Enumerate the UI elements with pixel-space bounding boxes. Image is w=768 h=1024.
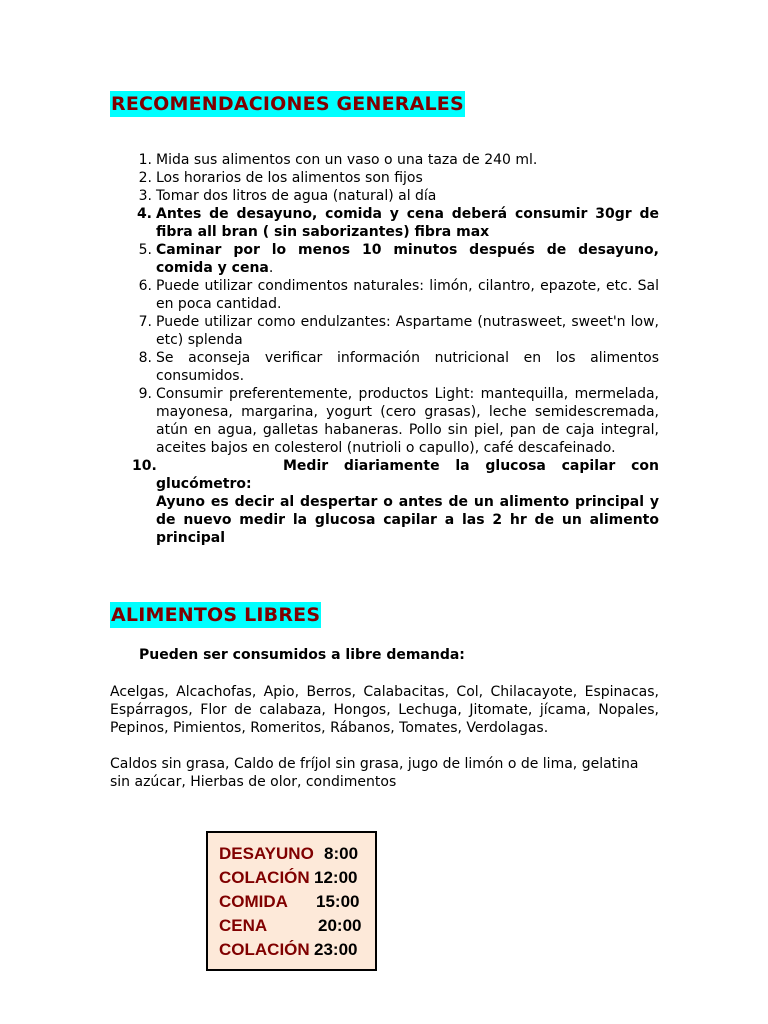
- item-text: Puede utilizar como endulzantes: Aspartame (nutrasweet, sweet'n low, etc) splenda: [156, 314, 659, 348]
- item-number: 8.: [138, 350, 152, 366]
- item-text: Medir diariamente la glucosa capilar con: [283, 458, 659, 474]
- item-text: glucómetro:: [156, 476, 252, 492]
- item-first-line: [132, 457, 659, 475]
- paragraph-vegetables: Acelgas, Alcachofas, Apio, Berros, Calabacitas, Col, Chilacayote, Espinacas, Espárragos, Flor de calabaza, Hongos, Lechuga, Jitomate, jícama, Nopales, Pepinos, Pimientos, Romeritos, Rábanos, Tomates, Verdolagas.: [110, 684, 659, 736]
- list-item: [132, 205, 659, 241]
- item-text: Los horarios de los alimentos son fijos: [156, 170, 423, 186]
- meal-name: COLACIÓN: [219, 940, 310, 959]
- schedule-row: [208, 890, 375, 914]
- item-text-bold: Caminar por lo menos 10 minutos después de desayuno, comida y cena: [156, 242, 659, 276]
- section-title-recomendaciones: RECOMENDACIONES GENERALES: [111, 93, 464, 115]
- item-number: 3.: [138, 188, 152, 204]
- item-number: 2.: [138, 170, 152, 186]
- item-text-rest: .: [268, 260, 274, 276]
- item-text: Ayuno es decir al despertar o antes de un alimento principal y de nuevo medir la glucosa capilar a las 2 hr de un alimento principal: [156, 494, 659, 546]
- item-text: Se aconseja verificar información nutricional en los alimentos consumidos.: [156, 350, 659, 384]
- meal-time: 8:00: [324, 844, 359, 863]
- item-text: Consumir preferentemente, productos Light: mantequilla, mermelada, mayonesa, margarina, yogurt (cero grasas), leche semidescremada, atún en agua, galletas habaneras. Pollo sin piel, pan de caja integral, aceites bajos en colesterol (nutrioli o capullo), café descafeinado.: [156, 386, 659, 456]
- section-subtitle: Pueden ser consumidos a libre demanda:: [139, 647, 465, 663]
- meal-name: DESAYUNO: [219, 844, 314, 863]
- item-number: 1.: [138, 152, 152, 168]
- paragraph-others: Caldos sin grasa, Caldo de fríjol sin grasa, jugo de limón o de lima, gelatina sin azúcar, Hierbas de olor, condimentos: [110, 756, 639, 790]
- list-item: [132, 313, 659, 349]
- section-title-alimentos-libres: ALIMENTOS LIBRES: [111, 604, 321, 626]
- item-text: Puede utilizar condimentos naturales: limón, cilantro, epazote, etc. Sal en poca cantidad.: [156, 278, 659, 312]
- list-item: [132, 187, 659, 205]
- list-item: [132, 277, 659, 313]
- meal-name: COLACIÓN: [219, 868, 310, 887]
- list-item: [132, 169, 659, 187]
- item-number: 9.: [138, 386, 152, 402]
- list-item: [132, 151, 659, 169]
- schedule-row: [208, 842, 375, 866]
- list-item: [132, 385, 659, 457]
- meal-schedule-box: [206, 831, 377, 971]
- list-item: [132, 457, 659, 547]
- meal-name: COMIDA: [219, 892, 288, 911]
- item-number: 5.: [138, 242, 152, 258]
- meal-name: CENA: [219, 916, 268, 935]
- recommendations-list: [132, 151, 659, 547]
- item-number: 4.: [136, 206, 152, 222]
- schedule-row: [208, 938, 375, 962]
- item-number: 6.: [138, 278, 152, 294]
- list-item: [132, 241, 659, 277]
- meal-time: 12:00: [314, 868, 358, 887]
- item-text: Tomar dos litros de agua (natural) al día: [156, 188, 437, 204]
- meal-time: 20:00: [318, 916, 362, 935]
- schedule-row: [208, 866, 375, 890]
- list-item: [132, 349, 659, 385]
- meal-time: 23:00: [314, 940, 358, 959]
- item-number: 7.: [138, 314, 152, 330]
- item-text: Antes de desayuno, comida y cena deberá consumir 30gr de fibra all bran ( sin saborizantes) fibra max: [156, 206, 659, 240]
- item-text: Mida sus alimentos con un vaso o una taza de 240 ml.: [156, 152, 538, 168]
- item-number: 10.: [132, 458, 157, 474]
- meal-time: 15:00: [316, 892, 360, 911]
- schedule-row: [208, 914, 375, 938]
